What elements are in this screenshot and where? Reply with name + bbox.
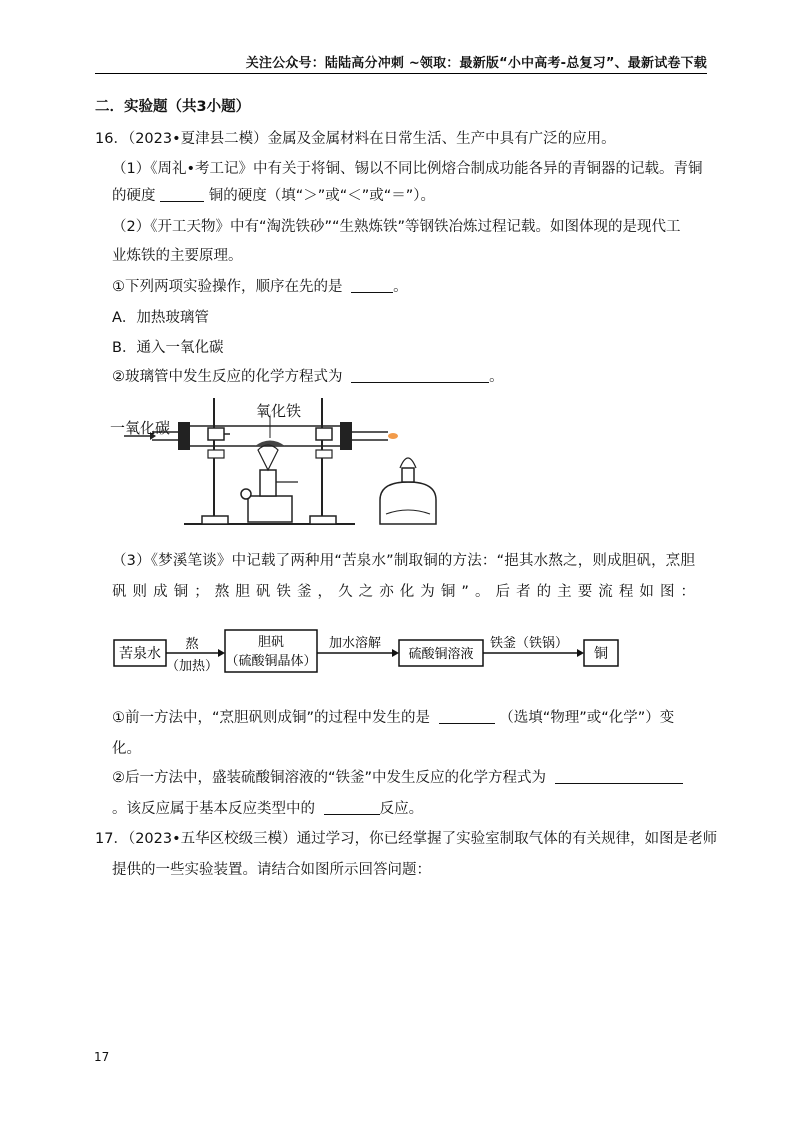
option-a: A．加热玻璃管 — [112, 310, 209, 326]
lamp-flame — [400, 458, 416, 468]
q16-p2-q2-end: 。 — [489, 369, 504, 385]
copper-flow-diagram — [112, 628, 632, 680]
right-stopper — [340, 422, 352, 450]
q16-p3-q1 — [112, 708, 674, 728]
flow-arrow1-top: 熬 — [185, 637, 199, 652]
q17-line1: 17．（2023•五华区校级三模）通过学习，你已经掌握了实验室制取气体的有关规律，如图是老师 — [95, 831, 718, 847]
answer-blank-hardness[interactable] — [160, 187, 204, 202]
q16-p3-q2-end-b: 反应。 — [379, 801, 424, 817]
header-rule — [95, 73, 707, 74]
blowtorch-body — [248, 496, 292, 522]
q16-p2-q2-text: ②玻璃管中发生反应的化学方程式为 — [112, 369, 343, 385]
flow-box2-bottom: （硫酸铜晶体） — [225, 654, 317, 669]
answer-blank-equation-1[interactable] — [351, 368, 489, 383]
flow-box4-label: 铜 — [594, 646, 608, 662]
right-ring-clamp — [316, 450, 332, 458]
q16-p3-q2-end — [112, 799, 423, 819]
section-title: 二．实验题（共3小题） — [95, 99, 251, 115]
q16-p3-q1-text-b: （选填“物理”或“化学”）变 — [499, 710, 675, 726]
q16-p3-q2 — [112, 768, 683, 788]
right-stand-base — [310, 516, 336, 524]
q16-p3-q2-text: ②后一方法中，盛装硫酸铜溶液的“铁釜”中发生反应的化学方程式为 — [112, 770, 547, 786]
alcohol-lamp — [380, 482, 436, 524]
left-clamp — [208, 428, 224, 440]
q16-p2-q1 — [112, 277, 408, 297]
q16-p2-q1-text: ①下列两项实验操作，顺序在先的是 — [112, 279, 343, 295]
q16-p3-q2-end-a: 。该反应属于基本反应类型中的 — [112, 801, 315, 817]
q16-p1-line2 — [112, 186, 435, 206]
outlet-flame — [388, 433, 398, 439]
q16-p1-line2-a: 的硬度 — [112, 188, 156, 204]
q16-p3-q1-end: 化。 — [112, 741, 141, 757]
answer-blank-equation-2[interactable] — [555, 769, 683, 784]
fe2o3-label: 氧化铁 — [256, 402, 302, 420]
q17-line2: 提供的一些实验装置。请结合如图所示回答问题： — [112, 862, 431, 878]
flow-arrow3-top: 铁釜（铁锅） — [489, 636, 569, 651]
q16-p3-line2: 矾则成铜；熬胆矾铁釜，久之亦化为铜”。后者的主要流程如图： — [112, 584, 695, 600]
q16-p2-q2 — [112, 367, 504, 387]
left-stand-base — [202, 516, 228, 524]
q16-intro: 16．（2023•夏津县二模）金属及金属材料在日常生活、生产中具有广泛的应用。 — [95, 131, 616, 147]
q16-p3-line1: （3）《梦溪笔谈》中记载了两种用“苦泉水”制取铜的方法：“挹其水熬之，则成胆矾，烹胆 — [112, 553, 695, 569]
q16-p2-q1-end: 。 — [393, 279, 408, 295]
burner-flame — [258, 445, 278, 470]
page-header: 关注公众号：陆陆高分冲刺 ~领取：最新版“小中高考-总复习”、最新试卷下载 — [245, 56, 707, 71]
flow-box3-label: 硫酸铜溶液 — [408, 647, 474, 662]
flow-arrow2-top: 加水溶解 — [328, 636, 382, 651]
q16-p2-line2: 业炼铁的主要原理。 — [112, 248, 243, 264]
q16-p3-q1-text-a: ①前一方法中，“烹胆矾则成铜”的过程中发生的是 — [112, 710, 431, 726]
flow-box2-top: 胆矾 — [257, 635, 285, 650]
q16-p1-line1: （1）《周礼•考工记》中有关于将铜、锡以不同比例熔合制成功能各异的青铜器的记载。青铜 — [112, 161, 703, 177]
answer-blank-order[interactable] — [351, 278, 393, 293]
page-number: 17 — [94, 1050, 110, 1064]
answer-blank-reaction-type[interactable] — [324, 800, 380, 815]
left-ring-clamp — [208, 450, 224, 458]
q16-p1-line2-b: 铜的硬度（填“＞”或“＜”或“＝”）。 — [208, 188, 436, 204]
flow-arrow1-bottom: （加热） — [165, 659, 219, 674]
right-clamp — [316, 428, 332, 440]
q16-p2-line1: （2）《开工天物》中有“淘洗铁砂”“生熟炼铁”等钢铁冶炼过程记载。如图体现的是现代工 — [112, 219, 681, 235]
ironmaking-apparatus-figure — [110, 390, 530, 540]
answer-blank-change-type[interactable] — [439, 709, 495, 724]
left-stopper — [178, 422, 190, 450]
option-b: B．通入一氧化碳 — [112, 340, 224, 356]
flow-box1-label: 苦泉水 — [119, 646, 161, 662]
co-label: 一氧化碳 — [110, 419, 171, 437]
